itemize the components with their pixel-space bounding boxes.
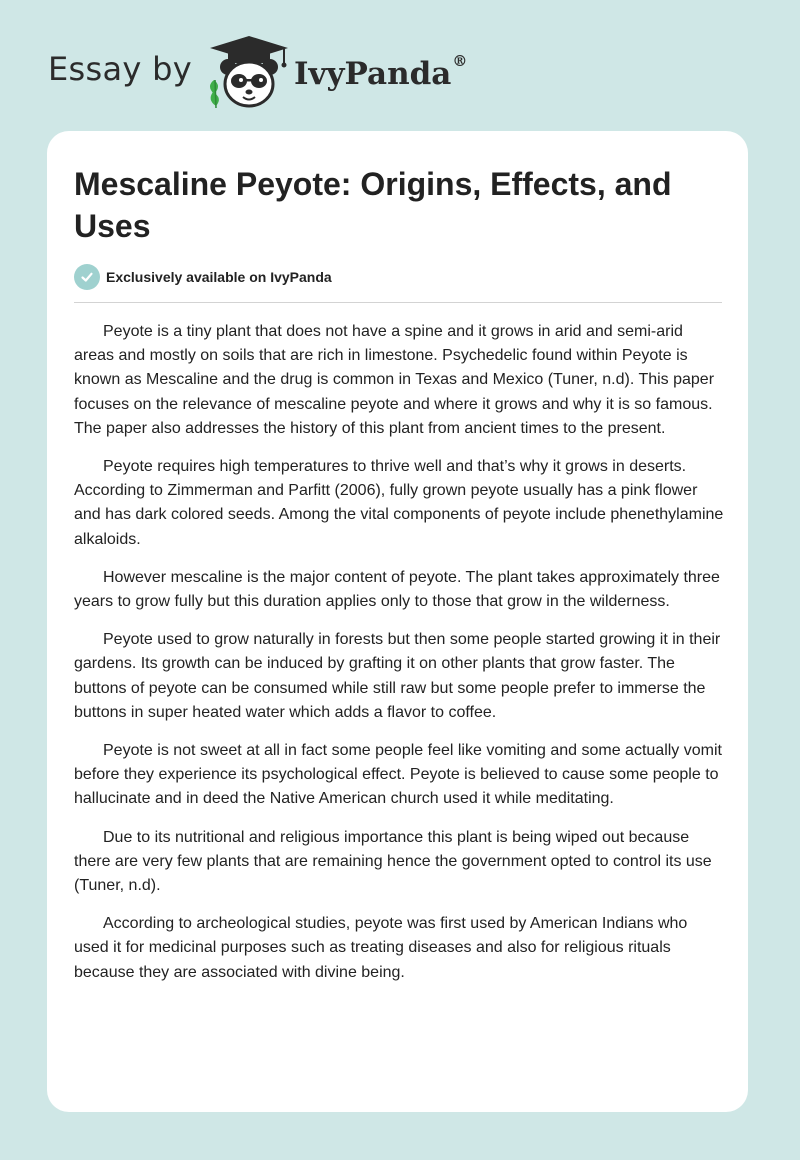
brand-header <box>48 34 528 110</box>
exclusive-label: Exclusively available on IvyPanda <box>106 269 332 285</box>
essay-body <box>74 320 724 999</box>
paragraph: Peyote used to grow naturally in forests but then some people started growing it in their gardens. Its growth can be induced by grafting it on other plants that grow faster. The buttons of peyote can be consumed while still raw but some people prefer to immerse the buttons in super heated water which adds a flavor to coffee. <box>74 631 721 721</box>
registered-mark: ® <box>452 52 468 70</box>
paragraph: Due to its nutritional and religious importance this plant is being wiped out because there are very few plants that are remaining hence the government opted to control its use (Tuner, n.d). <box>74 828 712 895</box>
paragraph: Peyote requires high temperatures to thrive well and that’s why it grows in deserts. According to Zimmerman and Parfitt (2006), fully grown peyote usually has a pink flower and has dark colored seeds. Among the vital components of peyote include phenethylamine alkaloids. <box>74 458 724 548</box>
essay-title: Mescaline Peyote: Origins, Effects, and Uses <box>74 166 672 244</box>
check-icon <box>74 264 100 290</box>
paragraph: According to archeological studies, peyote was first used by American Indians who used it for medicinal purposes such as treating diseases and also for religious rituals because they are associated with divine being. <box>74 915 688 981</box>
paragraph: Peyote is a tiny plant that does not have a spine and it grows in arid and semi-arid areas and mostly on soils that are rich in limestone. Psychedelic found within Peyote is known as Mescaline and the drug is common in Texas and Mexico (Tuner, n.d). This paper focuses on the relevance of mescaline peyote and where it grows and why it is so famous. The paper also addresses the history of this plant from ancient times to the present. <box>74 323 715 437</box>
paragraph: However mescaline is the major content of peyote. The plant takes approximately three years to grow fully but this duration applies only to those that grow in the wilderness. <box>74 568 720 611</box>
panda-graduate-icon <box>204 34 294 110</box>
paragraph: Peyote is not sweet at all in fact some people feel like vomiting and some actually vomit before they experience its psychological effect. Peyote is believed to cause some people to hallucinate and in deed the Native American church used it while meditating. <box>74 742 722 808</box>
essay-card <box>47 131 748 1112</box>
exclusive-badge <box>74 263 332 291</box>
divider <box>74 302 722 303</box>
essay-by-label: Essay by <box>48 50 192 88</box>
brand-name: IvyPanda® <box>294 52 468 92</box>
